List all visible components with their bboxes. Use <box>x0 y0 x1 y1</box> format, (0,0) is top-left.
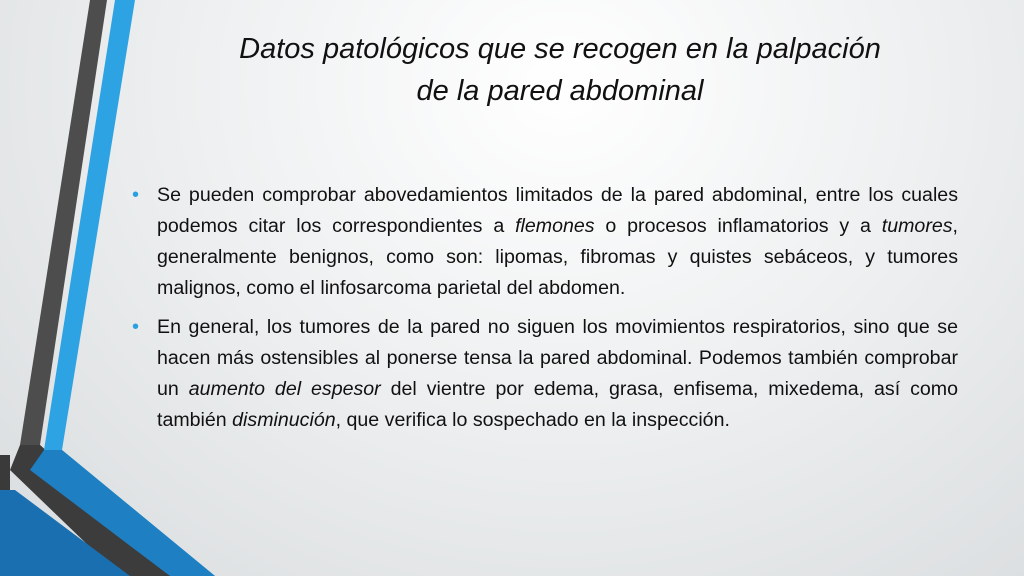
title-line-2: de la pared abdominal <box>416 75 704 107</box>
bullet-dot-icon: • <box>132 184 140 206</box>
bullet-text: Se pueden comprobar abovedamientos limitados de la pared abdominal, entre los cuales podemos citar los correspondientes a <box>157 184 958 237</box>
bullet-item-1 <box>130 180 958 304</box>
bullet-dot-icon: • <box>132 316 140 338</box>
bullet-text: En general, los tumores de la pared no siguen los movimientos respiratorios, sino que se hacen más ostensibles al ponerse tensa la pared abdominal. Podemos también comprobar un <box>157 316 958 400</box>
title-line-1: Datos patológicos que se recogen en la palpación <box>239 33 881 65</box>
page-title <box>150 28 970 112</box>
bullet-text: , generalmente benignos, como son: lipomas, fibromas y quistes sebáceos, y tumores malignos, como el linfosarcoma parietal del abdomen. <box>157 215 958 299</box>
dark-corner <box>0 455 10 490</box>
bullet-item-2 <box>130 312 958 436</box>
bullet-text: del vientre por edema, grasa, enfisema, mixedema, así como también <box>157 378 958 431</box>
bullet-text: o procesos inflamatorios y a <box>594 215 882 237</box>
bullet-list <box>130 180 958 444</box>
emphasis-text: disminución <box>232 409 336 431</box>
emphasis-text: tumores <box>881 215 953 237</box>
emphasis-text: aumento del espesor <box>188 378 381 400</box>
bullet-text: , que verifica lo sospechado en la inspección. <box>335 409 730 431</box>
emphasis-text: flemones <box>515 215 595 237</box>
